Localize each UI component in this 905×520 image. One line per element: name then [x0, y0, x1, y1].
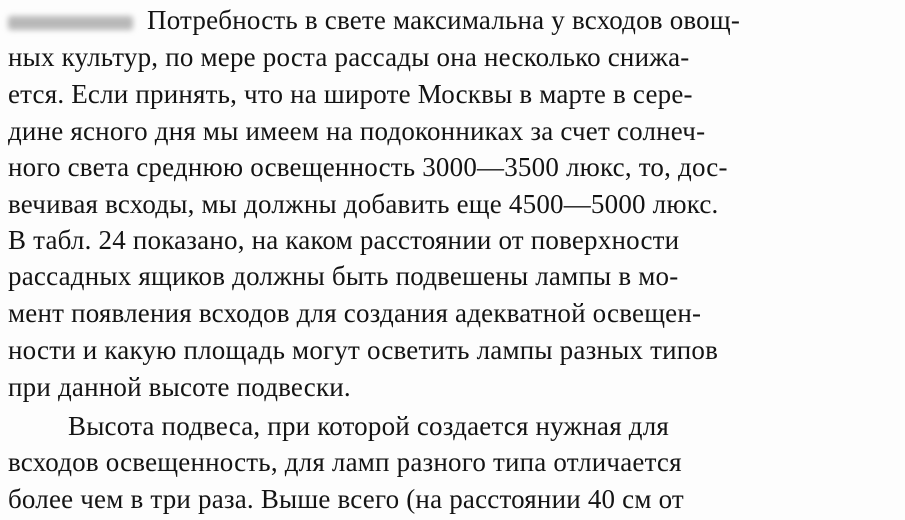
text-line: при данной высоте подвески.: [8, 372, 351, 402]
text-line: ется. Если принять, что на широте Москвы в марте в сере-: [8, 79, 693, 109]
text-line: ных культур, по мере роста рассады она несколько снижа-: [8, 42, 690, 72]
text-line: мент появления всходов для создания адекватной освещен-: [8, 298, 702, 328]
text-line: рассадных ящиков должны быть подвешены лампы в мо-: [8, 261, 679, 291]
redacted-text: [8, 16, 133, 30]
text-line: Высота подвеса, при которой создается нужная для: [68, 411, 670, 441]
text-line: более чем в три раза. Выше всего (на расстоянии 40 см от: [8, 484, 684, 514]
text-line: вечивая всходы, мы должны добавить еще 4500—5000 люкс.: [8, 189, 719, 219]
text-line: ного света среднюю освещенность 3000—3500 люкс, то, дос-: [8, 152, 728, 182]
text-line: всходов освещенность, для ламп разного типа отличается: [8, 447, 682, 477]
text-line: Потребность в свете максимальна у всходов овощ-: [8, 7, 888, 34]
text-line: дине ясного дня мы имеем на подоконниках за счет солнеч-: [8, 116, 706, 146]
text-line: ности и какую площадь могут осветить лампы разных типов: [8, 335, 719, 365]
text-line: В табл. 24 показано, на каком расстоянии от поверхности: [8, 225, 680, 255]
